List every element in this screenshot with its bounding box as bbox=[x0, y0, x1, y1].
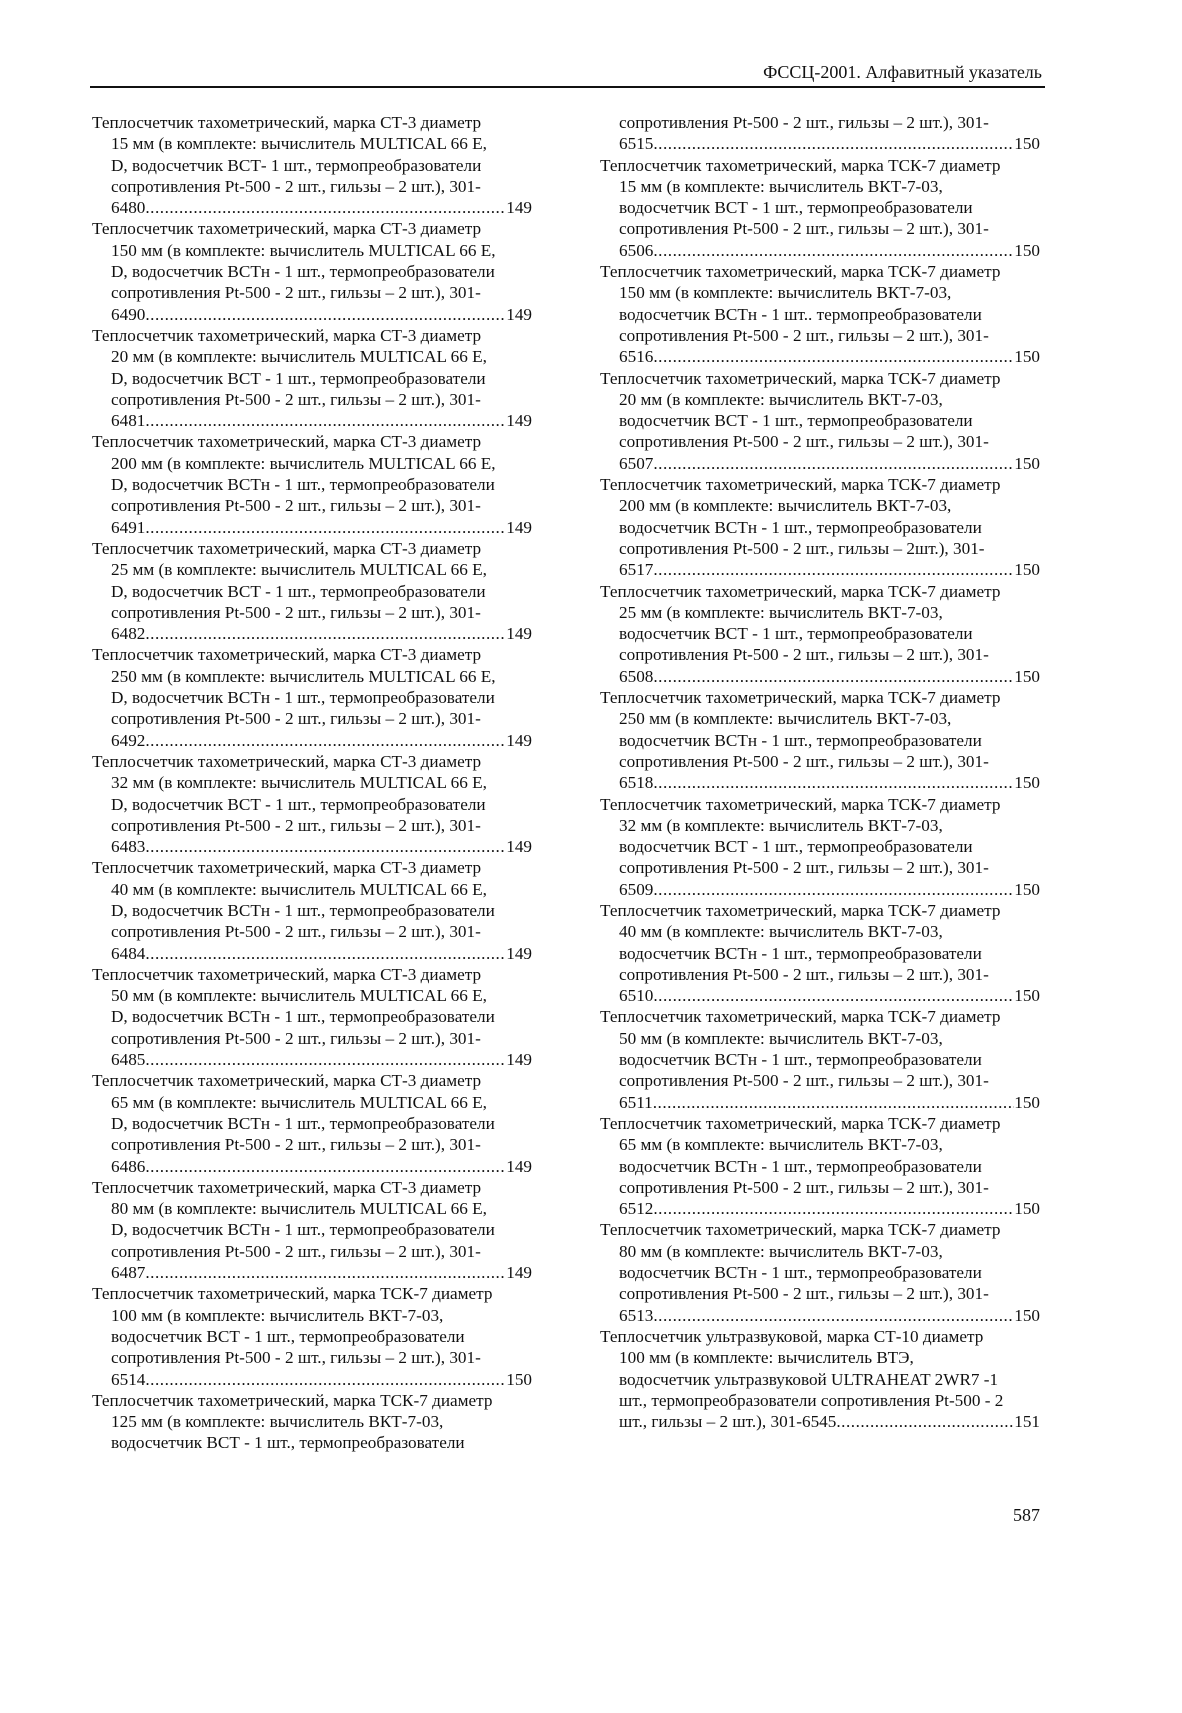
leader-dots bbox=[145, 304, 506, 325]
entry-code-line bbox=[600, 346, 1040, 367]
entry-line: Теплосчетчик тахометрический, марка ТСК-7 диаметр bbox=[600, 1007, 1001, 1027]
entry-line: водосчетчик ВСТн - 1 шт.. термопреобразователи bbox=[619, 304, 982, 324]
entry-line: водосчетчик ВСТн - 1 шт., термопреобразователи bbox=[619, 730, 982, 750]
entry-code: 6482 bbox=[111, 624, 146, 644]
leader-dots bbox=[653, 453, 1014, 474]
leader-dots bbox=[145, 1262, 506, 1283]
entry-code: 6518 bbox=[619, 773, 654, 793]
leader-dots bbox=[145, 730, 506, 751]
entry-line: сопротивления Pt-500 - 2 шт., гильзы – 2 шт.), 301- bbox=[619, 858, 989, 878]
entry-code-line bbox=[600, 1411, 1040, 1432]
index-entry bbox=[600, 794, 1040, 900]
entry-code: 6508 bbox=[619, 666, 654, 686]
entry-code: 6507 bbox=[619, 453, 654, 473]
entry-page: 150 bbox=[1014, 1199, 1040, 1219]
leader-dots bbox=[653, 559, 1014, 580]
leader-dots bbox=[653, 985, 1014, 1006]
entry-line: 200 мм (в комплекте: вычислитель MULTICAL 66 E, bbox=[111, 453, 496, 473]
leader-dots bbox=[653, 666, 1014, 687]
index-entry bbox=[92, 751, 532, 857]
entry-line: Теплосчетчик тахометрический, марка СТ-3 диаметр bbox=[92, 325, 482, 345]
entry-line: водосчетчик ВСТн - 1 шт., термопреобразователи bbox=[619, 943, 982, 963]
entry-line: водосчетчик ВСТ - 1 шт., термопреобразователи bbox=[619, 198, 973, 218]
entry-line: 100 мм (в комплекте: вычислитель ВКТ-7-03, bbox=[111, 1305, 444, 1325]
index-entry bbox=[92, 1177, 532, 1283]
entry-page: 149 bbox=[506, 624, 532, 644]
entry-line: водосчетчик ультразвуковой ULTRAHEAT 2WR7 -1 bbox=[619, 1369, 999, 1389]
entry-code: 6512 bbox=[619, 1199, 654, 1219]
entry-line: D, водосчетчик ВСТ - 1 шт., термопреобразователи bbox=[111, 581, 486, 601]
entry-code-line bbox=[600, 1198, 1040, 1219]
entry-line: Теплосчетчик тахометрический, марка ТСК-7 диаметр bbox=[600, 155, 1001, 175]
entry-page: 149 bbox=[506, 837, 532, 857]
entry-code-line bbox=[600, 985, 1040, 1006]
entry-line: водосчетчик ВСТн - 1 шт., термопреобразователи bbox=[619, 1156, 982, 1176]
entry-code: 6511 bbox=[619, 1092, 653, 1112]
entry-code-line bbox=[92, 517, 532, 538]
entry-line: 25 мм (в комплекте: вычислитель ВКТ-7-03, bbox=[619, 602, 943, 622]
entry-page: 149 bbox=[506, 517, 532, 537]
entry-code-line bbox=[92, 730, 532, 751]
entry-page: 150 bbox=[1014, 1305, 1040, 1325]
entry-code-line bbox=[92, 1049, 532, 1070]
entry-line: сопротивления Pt-500 - 2 шт., гильзы – 2 шт.), 301- bbox=[111, 1241, 481, 1261]
entry-line: сопротивления Pt-500 - 2 шт., гильзы – 2 шт.), 301- bbox=[619, 432, 989, 452]
entry-line: сопротивления Pt-500 - 2 шт., гильзы – 2 шт.), 301- bbox=[111, 389, 481, 409]
entry-line: сопротивления Pt-500 - 2 шт., гильзы – 2 шт.), 301- bbox=[111, 1348, 481, 1368]
entry-line: 65 мм (в комплекте: вычислитель ВКТ-7-03, bbox=[619, 1135, 943, 1155]
entry-line: D, водосчетчик ВСТн - 1 шт., термопреобразователи bbox=[111, 688, 495, 708]
index-entry bbox=[92, 1390, 532, 1454]
entry-code-line bbox=[600, 772, 1040, 793]
entry-code: 6481 bbox=[111, 411, 146, 431]
entry-line: сопротивления Pt-500 - 2 шт., гильзы – 2 шт.), 301- bbox=[619, 113, 989, 132]
leader-dots bbox=[145, 836, 506, 857]
entry-line: D, водосчетчик ВСТ - 1 шт., термопреобразователи bbox=[111, 368, 486, 388]
entry-code-line bbox=[600, 133, 1040, 154]
running-header: ФССЦ-2001. Алфавитный указатель bbox=[763, 62, 1042, 82]
entry-line: Теплосчетчик тахометрический, марка ТСК-7 диаметр bbox=[600, 900, 1001, 920]
entry-page: 149 bbox=[506, 1050, 532, 1070]
entry-line: Теплосчетчик тахометрический, марка ТСК-7 диаметр bbox=[600, 581, 1001, 601]
entry-code-line bbox=[600, 240, 1040, 261]
index-entry bbox=[92, 538, 532, 644]
entry-page: 150 bbox=[1014, 1092, 1040, 1112]
header-rule bbox=[90, 86, 1045, 88]
entry-line: 80 мм (в комплекте: вычислитель MULTICAL 66 E, bbox=[111, 1199, 487, 1219]
entry-page: 149 bbox=[506, 1156, 532, 1176]
entry-line: сопротивления Pt-500 - 2 шт., гильзы – 2 шт.), 301- bbox=[619, 325, 989, 345]
entry-line: водосчетчик ВСТ - 1 шт., термопреобразователи bbox=[619, 837, 973, 857]
entry-line: сопротивления Pt-500 - 2 шт., гильзы – 2 шт.), 301- bbox=[111, 815, 481, 835]
leader-dots bbox=[653, 240, 1014, 261]
index-entry bbox=[92, 964, 532, 1070]
entry-line: Теплосчетчик тахометрический, марка СТ-3 диаметр bbox=[92, 1071, 482, 1091]
entry-line: сопротивления Pt-500 - 2 шт., гильзы – 2 шт.), 301- bbox=[111, 1135, 481, 1155]
entry-line: 40 мм (в комплекте: вычислитель ВКТ-7-03, bbox=[619, 922, 943, 942]
entry-line: сопротивления Pt-500 - 2 шт., гильзы – 2 шт.), 301- bbox=[111, 602, 481, 622]
leader-dots bbox=[653, 772, 1014, 793]
entry-page: 149 bbox=[506, 943, 532, 963]
leader-dots bbox=[145, 943, 506, 964]
entry-line: Теплосчетчик тахометрический, марка ТСК-7 диаметр bbox=[600, 1113, 1001, 1133]
entry-line: сопротивления Pt-500 - 2 шт., гильзы – 2 шт.), 301- bbox=[619, 219, 989, 239]
index-entry bbox=[92, 325, 532, 431]
index-entry bbox=[600, 261, 1040, 367]
index-entry bbox=[92, 218, 532, 324]
entry-line: водосчетчик ВСТн - 1 шт., термопреобразователи bbox=[619, 1050, 982, 1070]
entry-line: сопротивления Pt-500 - 2 шт., гильзы – 2шт.), 301- bbox=[619, 538, 985, 558]
entry-line: D, водосчетчик ВСТ- 1 шт., термопреобразователи bbox=[111, 155, 482, 175]
entry-line: 100 мм (в комплекте: вычислитель ВТЭ, bbox=[619, 1348, 914, 1368]
entry-page: 150 bbox=[1014, 666, 1040, 686]
entry-line: водосчетчик ВСТн - 1 шт., термопреобразователи bbox=[619, 1263, 982, 1283]
entry-code-line bbox=[92, 1262, 532, 1283]
leader-dots bbox=[145, 517, 506, 538]
entry-line: сопротивления Pt-500 - 2 шт., гильзы – 2 шт.), 301- bbox=[111, 922, 481, 942]
entry-line: шт., термопреобразователи сопротивления Pt-500 - 2 bbox=[619, 1390, 1004, 1410]
entry-code-line bbox=[600, 559, 1040, 580]
entry-line: Теплосчетчик тахометрический, марка СТ-3 диаметр bbox=[92, 964, 482, 984]
entry-line: сопротивления Pt-500 - 2 шт., гильзы – 2 шт.), 301- bbox=[619, 1071, 989, 1091]
entry-line: D, водосчетчик ВСТн - 1 шт., термопреобразователи bbox=[111, 1007, 495, 1027]
index-entry bbox=[92, 644, 532, 750]
entry-line: Теплосчетчик тахометрический, марка ТСК-7 диаметр bbox=[600, 1220, 1001, 1240]
entry-line: 50 мм (в комплекте: вычислитель ВКТ-7-03, bbox=[619, 1028, 943, 1048]
entry-code-line bbox=[600, 453, 1040, 474]
leader-dots bbox=[653, 346, 1014, 367]
entry-line: сопротивления Pt-500 - 2 шт., гильзы – 2 шт.), 301- bbox=[111, 496, 481, 516]
entry-code: 6480 bbox=[111, 198, 146, 218]
entry-line: Теплосчетчик тахометрический, марка СТ-3 диаметр bbox=[92, 1177, 482, 1197]
leader-dots bbox=[653, 879, 1014, 900]
index-entry bbox=[92, 1070, 532, 1176]
entry-page: 150 bbox=[1014, 347, 1040, 367]
entry-line: 20 мм (в комплекте: вычислитель ВКТ-7-03, bbox=[619, 389, 943, 409]
entry-line: 250 мм (в комплекте: вычислитель MULTICAL 66 E, bbox=[111, 666, 496, 686]
index-entry bbox=[92, 1283, 532, 1389]
entry-page: 151 bbox=[1014, 1412, 1040, 1432]
entry-line: сопротивления Pt-500 - 2 шт., гильзы – 2 шт.), 301- bbox=[111, 283, 481, 303]
entry-line: Теплосчетчик тахометрический, марка ТСК-7 диаметр bbox=[92, 1284, 493, 1304]
entry-code: 6517 bbox=[619, 560, 654, 580]
entry-page: 150 bbox=[1014, 773, 1040, 793]
entry-code-line bbox=[92, 197, 532, 218]
entry-line: Теплосчетчик тахометрический, марка ТСК-7 диаметр bbox=[600, 794, 1001, 814]
entry-code: 6491 bbox=[111, 517, 146, 537]
index-entry bbox=[92, 431, 532, 537]
entry-line: 65 мм (в комплекте: вычислитель MULTICAL 66 E, bbox=[111, 1092, 487, 1112]
index-entry bbox=[600, 1006, 1040, 1112]
entry-code: 6510 bbox=[619, 986, 654, 1006]
entry-line: 125 мм (в комплекте: вычислитель ВКТ-7-03, bbox=[111, 1412, 444, 1432]
entry-line: Теплосчетчик тахометрический, марка СТ-3 диаметр bbox=[92, 432, 482, 452]
entry-code-line bbox=[600, 879, 1040, 900]
index-entry bbox=[600, 687, 1040, 793]
entry-line: Теплосчетчик тахометрический, марка СТ-3 диаметр bbox=[92, 751, 482, 771]
leader-dots bbox=[145, 1156, 506, 1177]
entry-code-line bbox=[92, 304, 532, 325]
entry-code: 6485 bbox=[111, 1050, 146, 1070]
entry-line: Теплосчетчик ультразвуковой, марка СТ-10 диаметр bbox=[600, 1326, 984, 1346]
entry-code: 6513 bbox=[619, 1305, 654, 1325]
entry-line: сопротивления Pt-500 - 2 шт., гильзы – 2 шт.), 301- bbox=[111, 1028, 481, 1048]
index-entry bbox=[600, 581, 1040, 687]
entry-line: D, водосчетчик ВСТн - 1 шт., термопреобразователи bbox=[111, 1220, 495, 1240]
entry-line: Теплосчетчик тахометрический, марка ТСК-7 диаметр bbox=[92, 1390, 493, 1410]
entry-code: 6506 bbox=[619, 240, 654, 260]
entry-code-line bbox=[92, 623, 532, 644]
index-entry bbox=[600, 1326, 1040, 1432]
entry-line: водосчетчик ВСТ - 1 шт., термопреобразователи bbox=[619, 624, 973, 644]
index-entry bbox=[600, 112, 1040, 155]
entry-code: 6515 bbox=[619, 134, 654, 154]
entry-page: 150 bbox=[1014, 453, 1040, 473]
index-entry bbox=[600, 155, 1040, 261]
entry-code: 6490 bbox=[111, 304, 146, 324]
entry-code-line bbox=[600, 1092, 1040, 1113]
entry-page: 149 bbox=[506, 730, 532, 750]
entry-line: Теплосчетчик тахометрический, марка ТСК-7 диаметр bbox=[600, 688, 1001, 708]
entry-line: сопротивления Pt-500 - 2 шт., гильзы – 2 шт.), 301- bbox=[619, 645, 989, 665]
entry-line: D, водосчетчик ВСТ - 1 шт., термопреобразователи bbox=[111, 794, 486, 814]
entry-line: сопротивления Pt-500 - 2 шт., гильзы – 2 шт.), 301- bbox=[619, 964, 989, 984]
entry-line: 250 мм (в комплекте: вычислитель ВКТ-7-03, bbox=[619, 709, 952, 729]
entry-page: 150 bbox=[1014, 986, 1040, 1006]
entry-code-line bbox=[92, 943, 532, 964]
index-entry bbox=[600, 1219, 1040, 1325]
entry-line: 15 мм (в комплекте: вычислитель ВКТ-7-03, bbox=[619, 176, 943, 196]
entry-line: Теплосчетчик тахометрический, марка СТ-3 диаметр bbox=[92, 113, 482, 132]
entry-line: Теплосчетчик тахометрический, марка СТ-3 диаметр bbox=[92, 858, 482, 878]
leader-dots bbox=[836, 1411, 1014, 1432]
entry-line: Теплосчетчик тахометрический, марка ТСК-7 диаметр bbox=[600, 368, 1001, 388]
entry-line: Теплосчетчик тахометрический, марка СТ-3 диаметр bbox=[92, 645, 482, 665]
leader-dots bbox=[653, 1092, 1014, 1113]
leader-dots bbox=[145, 197, 506, 218]
entry-line: 25 мм (в комплекте: вычислитель MULTICAL 66 E, bbox=[111, 560, 487, 580]
entry-line: 150 мм (в комплекте: вычислитель ВКТ-7-03, bbox=[619, 283, 952, 303]
entry-line: 32 мм (в комплекте: вычислитель MULTICAL 66 E, bbox=[111, 773, 487, 793]
entry-code: 6516 bbox=[619, 347, 654, 367]
entry-code: 6514 bbox=[111, 1369, 146, 1389]
leader-dots bbox=[653, 1198, 1014, 1219]
entry-line: Теплосчетчик тахометрический, марка СТ-3 диаметр bbox=[92, 538, 482, 558]
entry-line: 50 мм (в комплекте: вычислитель MULTICAL 66 E, bbox=[111, 986, 487, 1006]
leader-dots bbox=[145, 410, 506, 431]
entry-page: 149 bbox=[506, 304, 532, 324]
entry-line: водосчетчик ВСТн - 1 шт., термопреобразователи bbox=[619, 517, 982, 537]
index-entry bbox=[600, 1113, 1040, 1219]
entry-code-line bbox=[92, 410, 532, 431]
entry-line: 32 мм (в комплекте: вычислитель ВКТ-7-03, bbox=[619, 815, 943, 835]
entry-line: 40 мм (в комплекте: вычислитель MULTICAL 66 E, bbox=[111, 879, 487, 899]
entry-page: 149 bbox=[506, 411, 532, 431]
entry-line: сопротивления Pt-500 - 2 шт., гильзы – 2 шт.), 301- bbox=[619, 1284, 989, 1304]
right-column bbox=[600, 112, 1040, 1432]
entry-code-line bbox=[92, 1369, 532, 1390]
index-entry bbox=[600, 474, 1040, 580]
entry-code: 6509 bbox=[619, 879, 654, 899]
entry-line: водосчетчик ВСТ - 1 шт., термопреобразователи bbox=[111, 1433, 465, 1453]
entry-code: 6483 bbox=[111, 837, 146, 857]
entry-code-line bbox=[600, 666, 1040, 687]
entry-page: 150 bbox=[1014, 879, 1040, 899]
entry-code-line bbox=[92, 1156, 532, 1177]
entry-code: 6486 bbox=[111, 1156, 146, 1176]
entry-code: 6487 bbox=[111, 1263, 146, 1283]
index-entry bbox=[92, 112, 532, 218]
entry-code: 6492 bbox=[111, 730, 146, 750]
entry-code: шт., гильзы – 2 шт.), 301-6545 bbox=[619, 1412, 837, 1432]
entry-line: D, водосчетчик ВСТн - 1 шт., термопреобразователи bbox=[111, 475, 495, 495]
entry-line: 200 мм (в комплекте: вычислитель ВКТ-7-03, bbox=[619, 496, 952, 516]
entry-line: D, водосчетчик ВСТн - 1 шт., термопреобразователи bbox=[111, 1113, 495, 1133]
entry-line: сопротивления Pt-500 - 2 шт., гильзы – 2 шт.), 301- bbox=[111, 176, 481, 196]
index-entry bbox=[600, 900, 1040, 1006]
page-number: 587 bbox=[1013, 1505, 1040, 1525]
entry-line: водосчетчик ВСТ - 1 шт., термопреобразователи bbox=[111, 1326, 465, 1346]
entry-line: сопротивления Pt-500 - 2 шт., гильзы – 2 шт.), 301- bbox=[619, 751, 989, 771]
entry-page: 150 bbox=[506, 1369, 532, 1389]
entry-line: сопротивления Pt-500 - 2 шт., гильзы – 2 шт.), 301- bbox=[619, 1177, 989, 1197]
entry-code-line bbox=[92, 836, 532, 857]
entry-line: Теплосчетчик тахометрический, марка ТСК-7 диаметр bbox=[600, 262, 1001, 282]
entry-line: сопротивления Pt-500 - 2 шт., гильзы – 2 шт.), 301- bbox=[111, 709, 481, 729]
left-column bbox=[92, 112, 532, 1454]
entry-page: 150 bbox=[1014, 134, 1040, 154]
entry-line: водосчетчик ВСТ - 1 шт., термопреобразователи bbox=[619, 411, 973, 431]
entry-page: 149 bbox=[506, 1263, 532, 1283]
entry-page: 149 bbox=[506, 198, 532, 218]
leader-dots bbox=[653, 133, 1014, 154]
leader-dots bbox=[145, 1369, 506, 1390]
leader-dots bbox=[653, 1305, 1014, 1326]
entry-line: D, водосчетчик ВСТн - 1 шт., термопреобразователи bbox=[111, 262, 495, 282]
leader-dots bbox=[145, 623, 506, 644]
entry-page: 150 bbox=[1014, 560, 1040, 580]
index-entry bbox=[600, 368, 1040, 474]
leader-dots bbox=[145, 1049, 506, 1070]
entry-code-line bbox=[600, 1305, 1040, 1326]
entry-line: 20 мм (в комплекте: вычислитель MULTICAL 66 E, bbox=[111, 347, 487, 367]
index-entry bbox=[92, 857, 532, 963]
entry-line: 80 мм (в комплекте: вычислитель ВКТ-7-03, bbox=[619, 1241, 943, 1261]
entry-code: 6484 bbox=[111, 943, 146, 963]
entry-line: 150 мм (в комплекте: вычислитель MULTICAL 66 E, bbox=[111, 240, 496, 260]
entry-line: 15 мм (в комплекте: вычислитель MULTICAL 66 E, bbox=[111, 134, 487, 154]
entry-page: 150 bbox=[1014, 240, 1040, 260]
entry-line: Теплосчетчик тахометрический, марка ТСК-7 диаметр bbox=[600, 475, 1001, 495]
entry-line: D, водосчетчик ВСТн - 1 шт., термопреобразователи bbox=[111, 900, 495, 920]
entry-line: Теплосчетчик тахометрический, марка СТ-3 диаметр bbox=[92, 219, 482, 239]
